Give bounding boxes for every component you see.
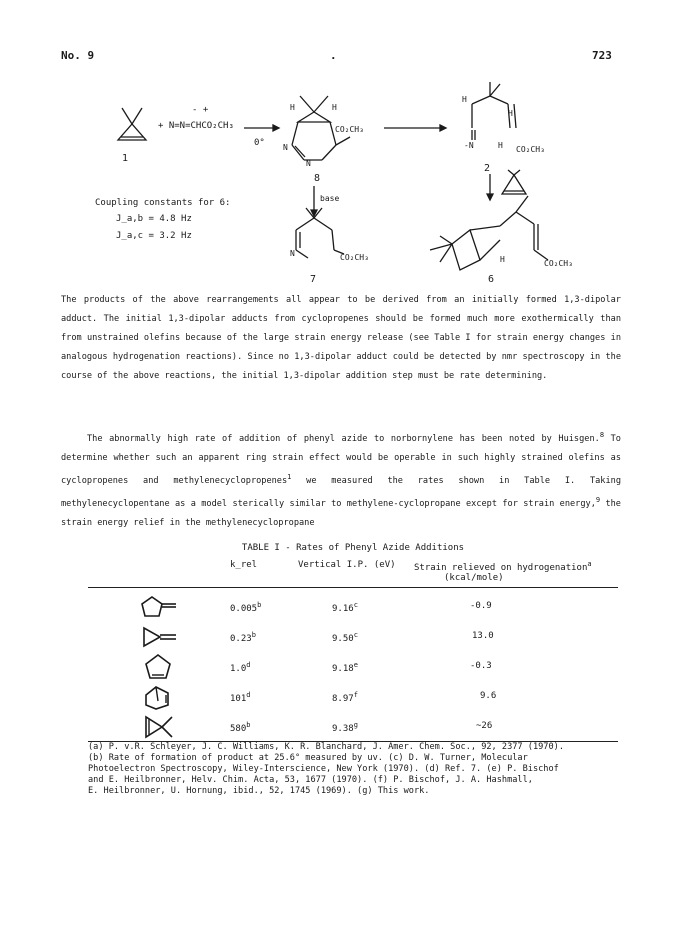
col-header-ip: Vertical I.P. (eV) (298, 560, 396, 570)
table-row (88, 712, 618, 742)
compound-8-label: 8 (314, 173, 321, 184)
atom-n: N (290, 249, 295, 258)
compound-6-structure (430, 196, 548, 270)
compound-7-label: 7 (310, 274, 317, 285)
compound-1-label: 1 (122, 153, 129, 164)
reference-9: 9 (595, 495, 601, 504)
atom-n: N (306, 159, 311, 168)
atom-h: H (498, 141, 503, 150)
table-row (88, 592, 618, 622)
methylenecyclopentane-structure (140, 594, 180, 620)
reference-8: 8 (599, 431, 605, 439)
ip-value: 9.50$^c$ (332, 631, 358, 644)
paragraph-1 (61, 291, 621, 386)
atom-h: H (500, 255, 505, 264)
footnote-line: Photoelectron Spectroscopy, Wiley-Interscience, New York (1970). (d) Ref. 7. (e) P. Bischof (88, 764, 559, 774)
atom-n: -N (464, 141, 474, 150)
coupling-jac: J_a,c = 3.2 Hz (116, 231, 192, 241)
coupling-jab: J_a,b = 4.8 Hz (116, 214, 192, 224)
dimethylcyclopropene-structure (142, 713, 176, 741)
paragraph-2 (61, 426, 621, 533)
footnote-line: (b) Rate of formation of product at 25.6° measured by uv. (c) D. W. Turner, Molecular (88, 753, 528, 763)
footnote-line: and E. Heilbronner, Helv. Chim. Acta, 53, 1677 (1970). (f) P. Bischof, J. A. Hashmall, (88, 775, 533, 785)
header-dot: . (330, 49, 337, 62)
co2ch3-label: CO₂CH₃ (335, 125, 364, 134)
table-footnotes (88, 742, 618, 797)
krel-value: 0.23$^b$ (230, 631, 256, 644)
reaction-scheme (0, 0, 680, 300)
compound-1-structure (118, 108, 146, 140)
compound-2-label: 2 (484, 163, 491, 174)
ip-value: 9.16$^c$ (332, 601, 358, 614)
ip-value: 9.38$^g$ (332, 721, 358, 734)
paragraph-1-text: The products of the above rearrangements all appear to be derived from an initially formed 1,3-dipolar adduct. The initial 1,3-dipolar adducts from cyclopropenes should be formed much more exothermically than from unstrained olefins because of the large strain energy release (see Table I for strain energy changes in analogous hydrogenation reactions). Since no 1,3-dipolar adduct could be detected by nmr spectroscopy in the course of the above reactions, the initial 1,3-dipolar addition step must be rate determining. (61, 295, 621, 381)
strain-value: 13.0 (472, 631, 494, 641)
journal-issue: No. 9 (61, 49, 95, 62)
strain-value: -0.9 (470, 601, 492, 611)
atom-h: H (290, 103, 295, 112)
table-row (88, 622, 618, 652)
atom-n: N (283, 143, 288, 152)
footnote-line: E. Heilbronner, U. Hornung, ibid., 52, 1745 (1969). (g) This work. (88, 786, 430, 796)
table-row (88, 652, 618, 682)
footnote-line: (a) P. v.R. Schleyer, J. C. Williams, K. R. Blanchard, J. Amer. Chem. Soc., 92, 2377 (1970). (88, 742, 564, 752)
co2ch3-label: CO₂CH₃ (340, 253, 369, 262)
table-row (88, 682, 618, 712)
page-number: 723 (592, 49, 612, 62)
table-top-rule (88, 587, 618, 588)
krel-value: 101$^d$ (230, 691, 251, 704)
atom-h: H (508, 109, 513, 118)
reagent-diazoester: + N=N=CHCO₂CH₃ (158, 121, 234, 131)
co2ch3-label: CO₂CH₃ (544, 259, 573, 268)
coupling-title: Coupling constants for 6: (95, 198, 231, 208)
ip-value: 9.18e (332, 661, 358, 674)
table-caption: TABLE I - Rates of Phenyl Azide Additions (241, 543, 465, 553)
krel-value: 1.0$^d$ (230, 661, 251, 674)
co2ch3-label: CO₂CH₃ (516, 145, 545, 154)
ip-value: 8.97$^f$ (332, 691, 358, 704)
temperature: 0° (254, 138, 265, 148)
compound-7-structure (296, 208, 344, 258)
cyclopentene-structure (144, 653, 174, 681)
methylenecyclopropane-structure (142, 624, 182, 650)
reference-1: 1 (287, 472, 292, 481)
strain-value: -0.3 (470, 661, 492, 671)
reagent-charge: - + (192, 105, 209, 115)
col-header-krel: k_rel (230, 560, 258, 570)
krel-value: 0.005$^b$ (230, 601, 262, 614)
strain-value: ~26 (476, 721, 493, 731)
strain-value: 9.6 (480, 691, 497, 701)
col-header-strain: Strain relieved on hydrogenation$^a$ (414, 560, 592, 573)
compound-6-label: 6 (488, 274, 495, 285)
col-header-strain-unit: (kcal/mole) (444, 573, 504, 583)
atom-h: H (462, 95, 467, 104)
base-label: base (320, 194, 340, 203)
paragraph-2-text: The abnormally high rate of addition of phenyl azide to norbornylene has been noted by Huisgen.$^8$ To determine whether such an apparent ring strain effect would be operable in such highly strained olefins as cyclopropenes and methylenecyclopropenes$^1$ we measured the rates shown in Table I. Taking methylenecyclopentane as a model sterically similar to methylene-cyclopropane except for strain energy,$^9$ the strain energy relief in the methylenecyclopropane (61, 431, 621, 528)
atom-h: H (332, 103, 337, 112)
norbornylene-structure (142, 683, 176, 711)
krel-value: 580$^b$ (230, 721, 251, 734)
